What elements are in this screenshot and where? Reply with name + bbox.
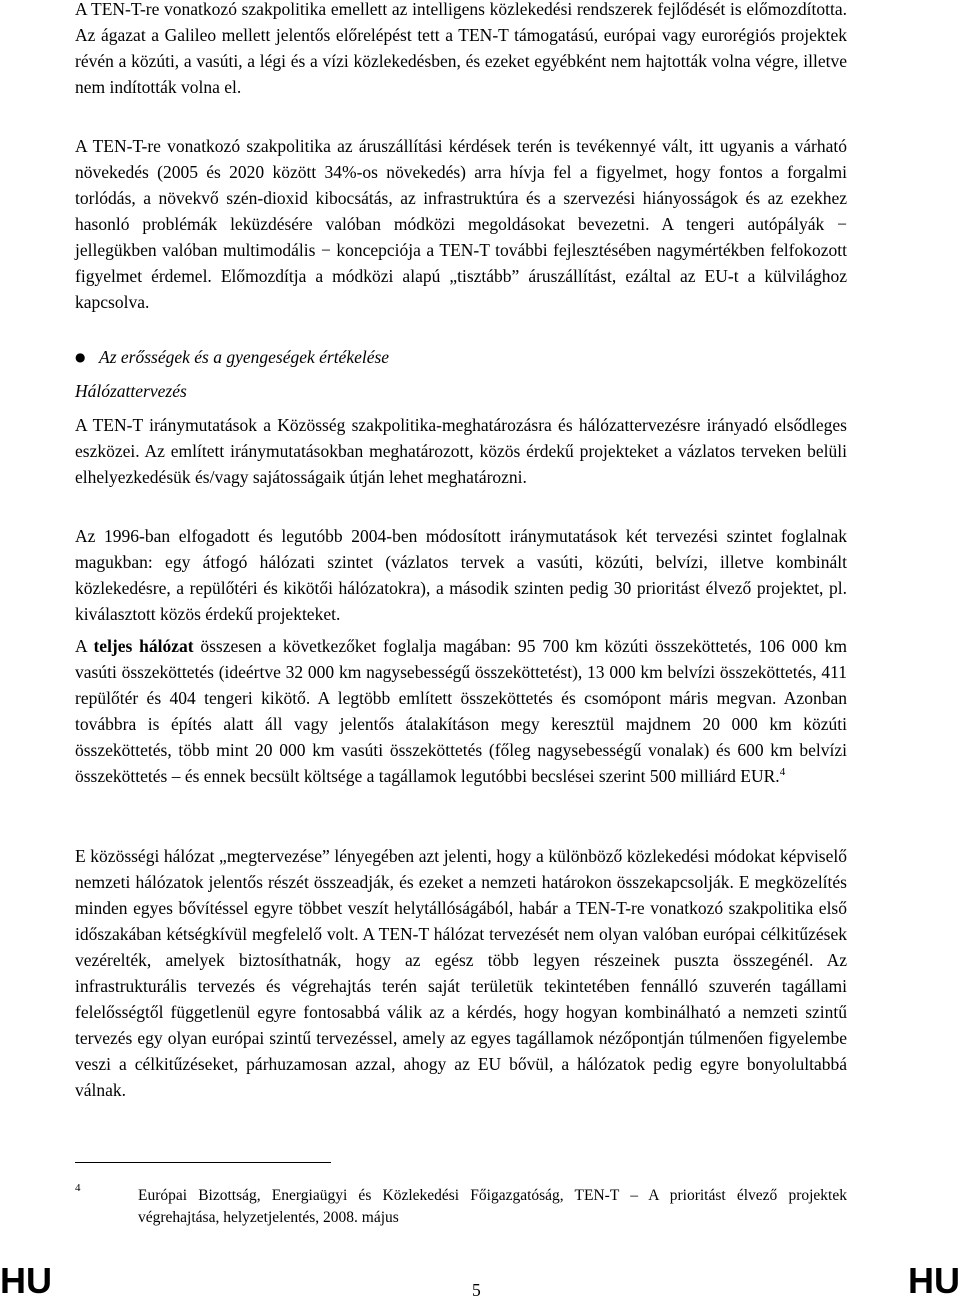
paragraph-guidelines: A TEN-T iránymutatások a Közösség szakpolitika-meghatározásra és hálózattervezésre irányadó elsődleges eszközei. Az említett iránymutatásokban meghatározott, közös érdekű projekteket a vázlatos terveken belüli elhelyezkedésük és/vagy sajátosságaik útján lehet meghatározni.	[75, 415, 847, 487]
subheading-network-planning: Hálózattervezés	[75, 381, 187, 401]
full-network-term: teljes hálózat	[93, 636, 194, 656]
paragraph-planning-levels: Az 1996-ban elfogadott és legutóbb 2004-ben módosított iránymutatások két tervezési szintet foglalnak magukban: egy átfogó hálózati szintet (vázlatos tervek a vasúti, közúti, belvízi, illetve kombinált közlekedésre, a repülőtéri és kikötői hálózatokra), a második szinten pedig 30 prioritást élvező projektet, pl. kiválasztott közös érdekű projekteket.	[75, 526, 847, 624]
footnote-divider	[75, 1162, 331, 1163]
paragraph-community-network: E közösségi hálózat „megtervezése” lényegében azt jelenti, hogy a különböző közlekedési módokat képviselő nemzeti hálózatok jelentős részét összeadják, és ezeket a nemzeti határokon összekapcsolják. E megközelítés minden egyes bővítéssel egyre többet veszít helytállóságából, habár a TEN-T-re vonatkozó szakpolitika első időszakában kétségkívül megfelelő volt. A TEN-T hálózat tervezését nem olyan valóban európai célkitűzések vezérelték, amelyek biztosíthatnák, hogy az egész több legyen részeinek puszta összegénél. Az infrastrukturális tervezés és végrehajtás terén saját területük tekintetében fennálló szuverén tagállami felelősségtől függetlenül egyre fontosabbá válik az a kérdés, hogy hogyan kombinálható a nemzeti szintű tervezés egy olyan európai szintű tervezéssel, amely az egyes tagállamok nézőpontján túlmenően figyelembe veszi a célkitűzéseket, párhuzamosan azzal, ahogy az EU bővül, a hálózatok pedig egyre bonyolultabbá válnak.	[75, 846, 847, 1100]
bullet-icon: ●	[75, 350, 86, 364]
footnote-reference: 4	[779, 766, 786, 778]
full-network-body: összesen a következőket foglalja magában: 95 700 km közúti összeköttetés, 106 000 km vasúti összeköttetés (ideértve 32 000 km nagysebességű összeköttetést), 13 000 km belvízi összeköttetés, 411 repülőtér és 404 tengeri kikötő. A legtöbb említett összeköttetés és csomópont máris megvan. Azonban továbbra is építés alatt áll vagy jelentős átalakításon megy keresztül majdnem 20 000 km közúti összeköttetés, több mint 20 000 km vasúti összeköttetés (főleg nagysebességű vonalak) és 600 km belvízi összeköttetés – és ennek becsült költsége a tagállamok legutóbbi becslései szerint 500 milliárd EUR.	[75, 636, 847, 786]
paragraph-intelligent-transport: A TEN-T-re vonatkozó szakpolitika emellett az intelligens közlekedési rendszerek fejlődését is előmozdította. Az ágazat a Galileo mellett jelentős előrelépést tett a TEN-T támogatású, európai vagy eurorégiós projektek révén a közúti, a vasúti, a légi és a vízi közlekedésben, és ezeket egyébként nem hajtották volna végre, illetve nem indították volna el.	[75, 0, 847, 97]
full-network-lead: A	[75, 636, 94, 656]
language-marker-right: HU	[908, 1260, 960, 1301]
section-heading-strengths-weaknesses: Az erősségek és a gyengeségek értékelése	[99, 347, 390, 367]
page-number: 5	[472, 1280, 481, 1300]
paragraph-freight: A TEN-T-re vonatkozó szakpolitika az áruszállítási kérdések terén is tevékennyé vált, itt ugyanis a várható növekedés (2005 és 2020 között 34%-os növekedés) arra hívja fel a figyelmet, hogy fontos a forgalmi torlódás, a növekvő szén-dioxid kibocsátás, az infrastruktúra és a szervezési hiányosságok és az ezekhez hasonló problémák leküzdésére valóban módközi megoldásokat bevezetni. A tengeri autópályák − jellegükben valóban multimodális − koncepciója a TEN-T további fejlesztésében nagymértékben felfokozott figyelmet érdemel. Előmozdítja a módközi alapú „tisztább” áruszállítást, ezáltal az EU-t a külvilághoz kapcsolva.	[75, 136, 847, 312]
footnote-number: 4	[75, 1182, 81, 1194]
footnote-text: Európai Bizottság, Energiaügyi és Közlekedési Főigazgatóság, TEN-T – A prioritást élvező projektek végrehajtása, helyzetjelentés, 2008. május	[138, 1187, 847, 1226]
language-marker-left: HU	[0, 1260, 52, 1301]
paragraph-full-network	[75, 633, 847, 789]
